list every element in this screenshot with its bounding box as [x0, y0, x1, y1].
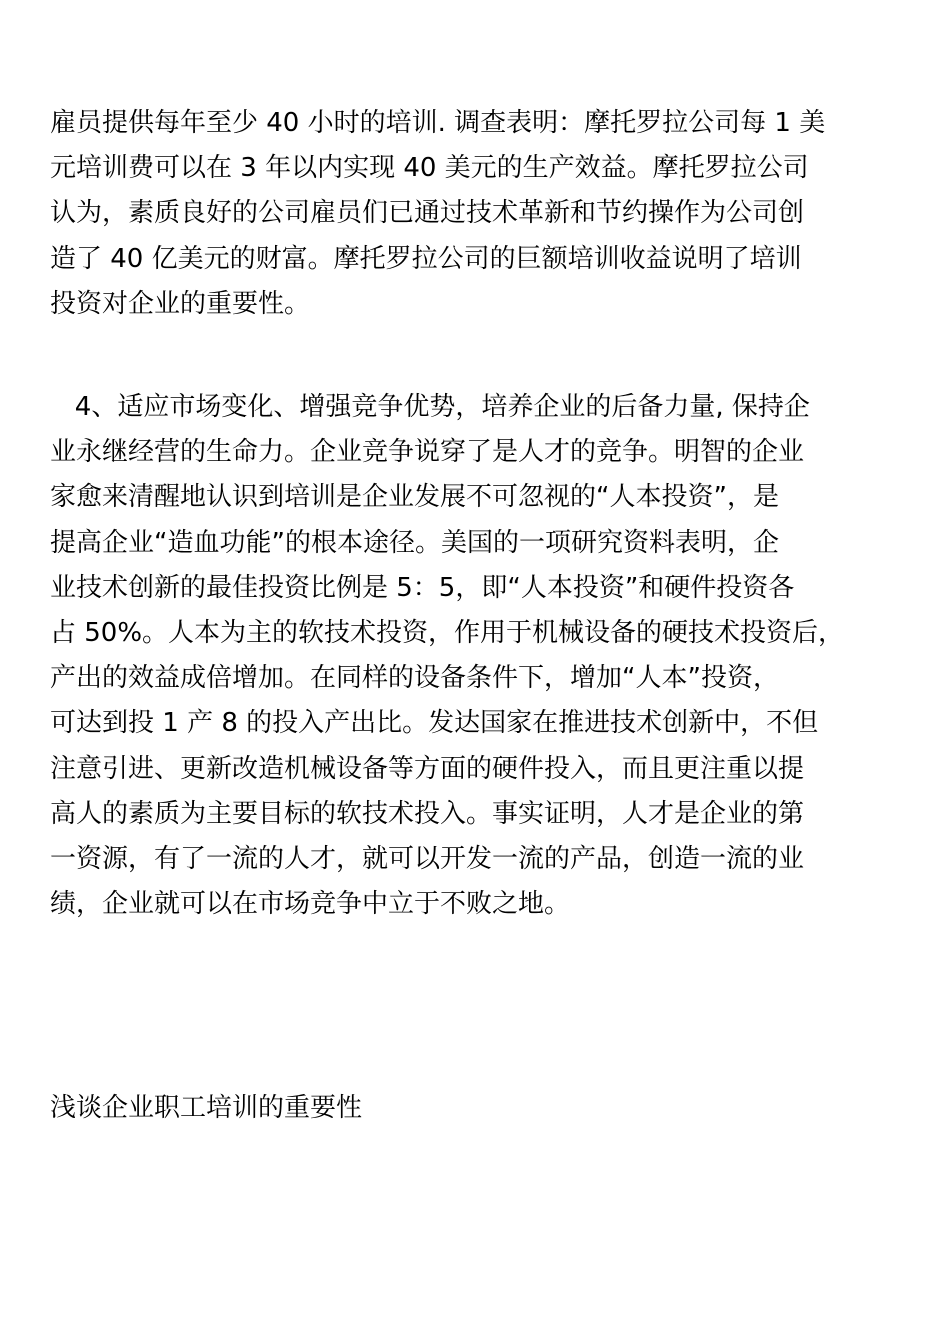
paragraph-line: 高人的素质为主要目标的软技术投入。事实证明，人才是企业的第: [50, 798, 805, 829]
paragraph-line: 认为，素质良好的公司雇员们已通过技术革新和节约操作为公司创: [50, 198, 805, 229]
paragraph-line: 业永继经营的生命力。企业竞争说穿了是人才的竞争。明智的企业: [50, 437, 805, 468]
paragraph-line: 可达到投 1 产 8 的投入产出比。发达国家在推进技术创新中，不但: [50, 708, 819, 739]
paragraph-line: 家愈来清醒地认识到培训是企业发展不可忽视的“人本投资”，是: [50, 482, 779, 513]
paragraph-motorola-training: [50, 101, 912, 327]
paragraph-line: 元培训费可以在 3 年以内实现 40 美元的生产效益。摩托罗拉公司: [50, 153, 809, 184]
paragraph-line: 造了 40 亿美元的财富。摩托罗拉公司的巨额培训收益说明了培训: [50, 243, 802, 274]
paragraph-line: 绩，企业就可以在市场竞争中立于不败之地。: [50, 889, 571, 920]
paragraph-line: 占 50%。人本为主的软技术投资，作用于机械设备的硬技术投资后，: [50, 617, 845, 648]
paragraph-market-competition: [50, 385, 912, 927]
paragraph-line: 投资对企业的重要性。: [50, 288, 311, 319]
paragraph-line: 提高企业“造血功能”的根本途径。美国的一项研究资料表明，企: [50, 527, 779, 558]
paragraph-line: 注意引进、更新改造机械设备等方面的硬件投入，而且更注重以提: [50, 753, 805, 784]
paragraph-line: 一资源，有了一流的人才，就可以开发一流的产品，创造一流的业: [50, 843, 805, 874]
paragraph-line: 产出的效益成倍增加。在同样的设备条件下，增加“人本”投资，: [50, 663, 779, 694]
document-title: 浅谈企业职工培训的重要性: [50, 1093, 363, 1123]
paragraph-line: 4、适应市场变化、增强竞争优势，培养企业的后备力量, 保持企: [50, 392, 810, 422]
paragraph-line: 业技术创新的最佳投资比例是 5：5，即“人本投资”和硬件投资各: [50, 572, 795, 603]
paragraph-line: 雇员提供每年至少 40 小时的培训. 调查表明：摩托罗拉公司每 1 美: [50, 108, 826, 138]
